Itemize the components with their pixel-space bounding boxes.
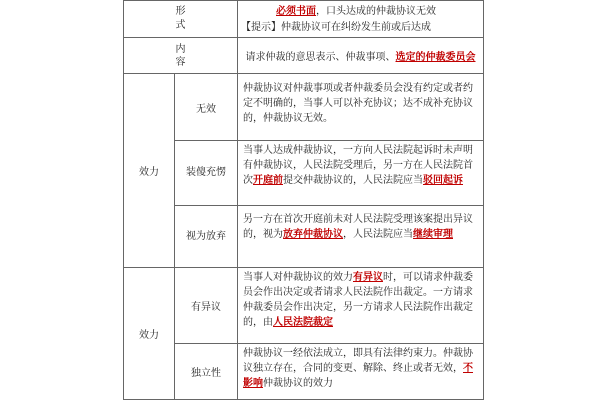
effect-label-cell-1 xyxy=(123,73,175,268)
objection-label-cell xyxy=(174,267,238,344)
form-label: 形 式 xyxy=(175,6,186,31)
content-arbitration-committee: 选定的仲裁委员会 xyxy=(395,52,476,63)
pretend-label: 装傻充愣 xyxy=(186,167,226,178)
waive-agreement: 放弃仲裁协议 xyxy=(283,229,343,240)
content-content-cell xyxy=(237,37,484,74)
effect-label-1: 效力 xyxy=(139,167,159,178)
dismiss-suit: 驳回起诉 xyxy=(423,175,463,186)
pretend-content-cell: 当事人达成仲裁协议，一方向人民法院起诉时未声明有仲裁协议，人民法院受理后，另一方在人民法院首次开庭前提交仲裁协议的，人民法院应当驳回起诉 xyxy=(237,140,484,206)
pretend-label-cell xyxy=(174,140,238,206)
content-label-cell xyxy=(123,37,238,74)
independence-label-cell xyxy=(174,343,238,400)
form-content-cell xyxy=(237,0,484,38)
content-label: 内 容 xyxy=(175,43,186,68)
invalid-label-cell xyxy=(174,73,238,141)
invalid-label: 无效 xyxy=(196,103,216,115)
independence-label: 独立性 xyxy=(191,368,221,379)
court-ruling: 人民法院裁定 xyxy=(273,317,333,328)
objection-content-cell: 当事人对仲裁协议的效力有异议时，可以请求仲裁委员会作出决定或者请求人民法院作出裁定。一方请求仲裁委员会作出决定，另一方请求人民法院作出裁定的，由人民法院裁定 xyxy=(237,267,484,344)
effect-label-cell-2 xyxy=(123,267,175,400)
no-effect: 不影响 xyxy=(243,363,473,389)
form-line-1: 必须书面，口头达成的仲裁协议无效 xyxy=(276,6,436,17)
waiver-content-cell: 另一方在首次开庭前未对人民法院受理该案提出异议的，视为放弃仲裁协议，人民法院应当继续审理 xyxy=(237,205,484,268)
continue-trial: 继续审理 xyxy=(413,229,453,240)
independence-content-cell: 仲裁协议一经依法成立，即具有法律约束力。仲裁协议独立存在，合同的变更、解除、终止或者无效，不影响仲裁协议的效力 xyxy=(237,343,484,400)
waiver-label-cell xyxy=(174,205,238,268)
objection-label: 有异议 xyxy=(191,302,221,313)
has-objection: 有异议 xyxy=(353,272,383,283)
before-hearing: 开庭前 xyxy=(253,175,283,186)
waiver-label: 视为放弃 xyxy=(186,230,226,242)
form-required-written: 必须书面 xyxy=(276,6,316,17)
invalid-content-cell xyxy=(237,73,484,141)
invalid-text: 仲裁协议对仲裁事项或者仲裁委员会没有约定或者约定不明确的，当事人可以补充协议；达不成补充协议的，仲裁协议无效。 xyxy=(243,83,473,124)
form-line-2: 【提示】仲裁协议可在纠纷发生前或后达成 xyxy=(241,22,431,33)
form-label-cell xyxy=(123,0,238,38)
effect-label-2: 效力 xyxy=(139,330,159,341)
content-text: 请求仲裁的意思表示、仲裁事项、选定的仲裁委员会 xyxy=(245,52,476,63)
